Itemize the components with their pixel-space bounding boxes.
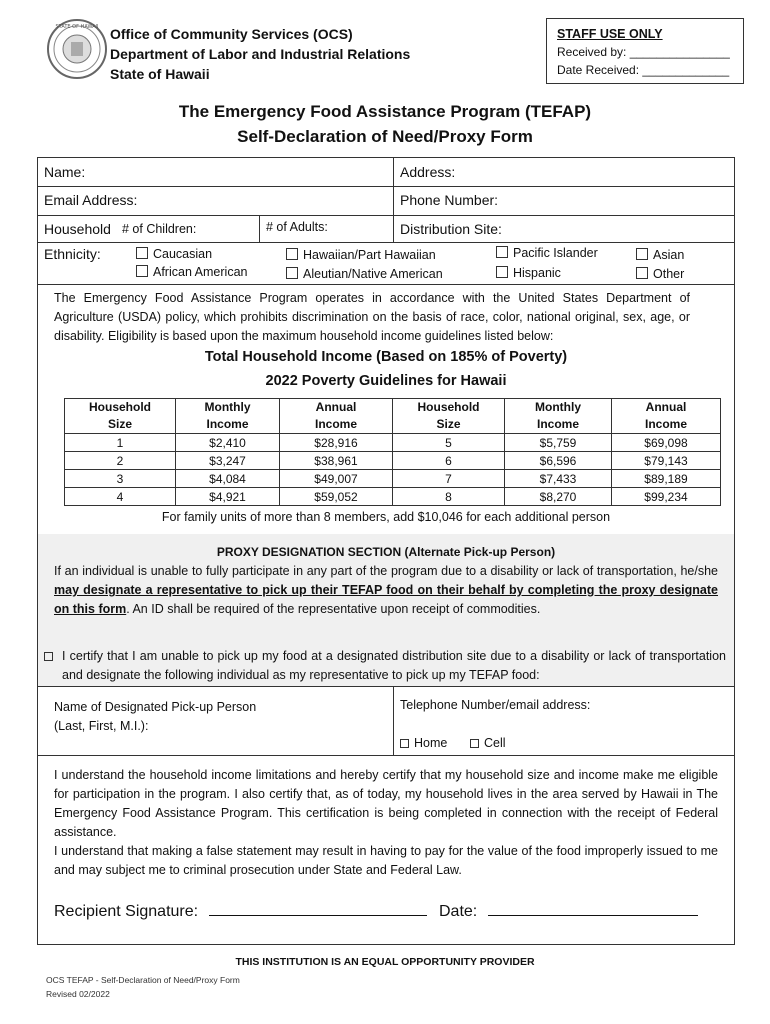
certification-p2: I understand that making a false statement may result in having to pay for the value of the food improperly issued to me and may subject me to criminal prosecution under State and Federal Law. — [54, 844, 718, 877]
distribution-site-field[interactable]: Distribution Site: — [400, 221, 502, 237]
form-body — [37, 157, 735, 945]
table-cell: $59,052 — [280, 488, 393, 506]
income-subheading: 2022 Poverty Guidelines for Hawaii — [265, 373, 507, 389]
checkbox[interactable] — [470, 739, 479, 748]
email-field[interactable]: Email Address: — [44, 192, 138, 208]
checkbox[interactable] — [636, 248, 648, 260]
phone-type-cell[interactable]: Cell — [470, 736, 506, 750]
table-cell: $2,410 — [176, 434, 280, 452]
adults-field[interactable]: # of Adults: — [266, 220, 328, 234]
table-row — [65, 470, 721, 488]
table-cell: $99,234 — [612, 488, 721, 506]
proxy-heading: PROXY DESIGNATION SECTION (Alternate Pick-up Person) — [216, 545, 556, 559]
agency-line-1: Office of Community Services (OCS) — [110, 26, 353, 42]
designee-name-field[interactable]: Name of Designated Pick-up Person (Last, First, M.I.): — [54, 700, 257, 733]
income-heading: Total Household Income (Based on 185% of Poverty) — [204, 349, 568, 365]
proxy-text: If an individual is unable to fully participate in any part of the program due to a disability or lack of transportation, he/she may designate a representative to pick up their TEFAP food on their behalf by completing the proxy designate on this form. An ID shall be required of the representative upon receipt of commodities. — [54, 564, 718, 616]
checkbox[interactable] — [44, 652, 53, 661]
name-field[interactable]: Name: — [44, 164, 86, 180]
checkbox[interactable] — [136, 247, 148, 259]
table-row — [65, 452, 721, 470]
table-cell: 8 — [393, 488, 505, 506]
ethnicity-african-american[interactable]: African American — [136, 265, 247, 279]
table-cell: 2 — [65, 452, 176, 470]
income-table-header: Household Size Monthly Income Annual Income Household Size Monthly Income Annual Income — [65, 399, 721, 434]
checkbox[interactable] — [400, 739, 409, 748]
agency-line-3: State of Hawaii — [110, 66, 210, 82]
checkbox[interactable] — [136, 265, 148, 277]
ethnicity-other[interactable]: Other — [636, 267, 684, 281]
table-cell: 4 — [65, 488, 176, 506]
checkbox[interactable] — [496, 246, 508, 258]
proxy-certify[interactable]: I certify that I am unable to pick up my food at a designated distribution site due to a disability or lack of transportation and designate the following individual as my representative to pick up my TEFAP food: — [44, 647, 726, 685]
income-table — [64, 398, 721, 506]
ethnicity-hawaiian[interactable]: Hawaiian/Part Hawaiian — [286, 248, 436, 262]
date-field[interactable] — [488, 901, 698, 916]
form-title: The Emergency Food Assistance Program (TEFAP) — [178, 102, 592, 121]
table-cell: 7 — [393, 470, 505, 488]
table-cell: $69,098 — [612, 434, 721, 452]
children-field[interactable]: # of Children: — [122, 222, 197, 236]
table-row — [65, 488, 721, 506]
checkbox[interactable] — [286, 248, 298, 260]
received-by-field[interactable]: Received by: _______________ — [557, 45, 730, 59]
table-cell: $38,961 — [280, 452, 393, 470]
signature-label: Recipient Signature: — [54, 903, 199, 920]
table-cell: $4,084 — [176, 470, 280, 488]
signature-field[interactable] — [209, 901, 427, 916]
signature-row — [54, 901, 698, 921]
checkbox[interactable] — [496, 266, 508, 278]
table-cell: $6,596 — [505, 452, 612, 470]
table-row — [65, 434, 721, 452]
table-cell: $49,007 — [280, 470, 393, 488]
checkbox[interactable] — [286, 267, 298, 279]
table-cell: $89,189 — [612, 470, 721, 488]
date-label: Date: — [439, 903, 478, 920]
ethnicity-pacific-islander[interactable]: Pacific Islander — [496, 246, 598, 260]
staff-use-box — [546, 18, 744, 84]
table-cell: $7,433 — [505, 470, 612, 488]
table-cell: $5,759 — [505, 434, 612, 452]
ethnicity-caucasian[interactable]: Caucasian — [136, 247, 212, 261]
equal-opportunity-footer: THIS INSTITUTION IS AN EQUAL OPPORTUNITY PROVIDER — [235, 956, 535, 968]
table-cell: $3,247 — [176, 452, 280, 470]
ethnicity-asian[interactable]: Asian — [636, 248, 684, 262]
table-cell: $79,143 — [612, 452, 721, 470]
staff-use-title: STAFF USE ONLY — [557, 27, 663, 41]
agency-header — [110, 24, 410, 84]
table-cell: 3 — [65, 470, 176, 488]
table-cell: $28,916 — [280, 434, 393, 452]
table-cell: 1 — [65, 434, 176, 452]
telephone-field[interactable]: Telephone Number/email address: — [400, 698, 591, 712]
certification-p1: I understand the household income limitations and hereby certify that my household size and income make me eligible for participation in the program. I also certify that, as of today, my household lives in the area served by Hawaii in The Emergency Food Assistance Program. This certification is being completed in connection with the receipt of Federal assistance. — [54, 768, 718, 839]
state-seal-icon — [46, 18, 108, 80]
form-subtitle: Self-Declaration of Need/Proxy Form — [237, 127, 533, 146]
phone-type-home[interactable]: Home — [400, 736, 447, 750]
form-id: OCS TEFAP - Self-Declaration of Need/Proxy Form — [46, 975, 240, 985]
table-cell: $4,921 — [176, 488, 280, 506]
policy-text: The Emergency Food Assistance Program operates in accordance with the United States Department of Agriculture (USDA) policy, which prohibits discrimination on the basis of race, color, national original, sex, age, or disability. Eligibility is based upon the maximum household income guidelines listed below: — [54, 291, 690, 343]
phone-field[interactable]: Phone Number: — [400, 192, 499, 208]
table-cell: $8,270 — [505, 488, 612, 506]
income-note: For family units of more than 8 members, add $10,046 for each additional person — [161, 510, 611, 524]
revised-date: Revised 02/2022 — [46, 989, 110, 999]
ethnicity-label: Ethnicity: — [44, 246, 101, 262]
svg-text:STATE OF HAWAII: STATE OF HAWAII — [55, 24, 99, 30]
table-cell: 6 — [393, 452, 505, 470]
address-field[interactable]: Address: — [400, 164, 456, 180]
table-cell: 5 — [393, 434, 505, 452]
ethnicity-hispanic[interactable]: Hispanic — [496, 266, 561, 280]
household-label: Household — [44, 221, 111, 237]
checkbox[interactable] — [636, 267, 648, 279]
ethnicity-aleutian[interactable]: Aleutian/Native American — [286, 267, 443, 281]
agency-line-2: Department of Labor and Industrial Relations — [110, 46, 411, 62]
date-received-field[interactable]: Date Received: _____________ — [557, 63, 730, 77]
